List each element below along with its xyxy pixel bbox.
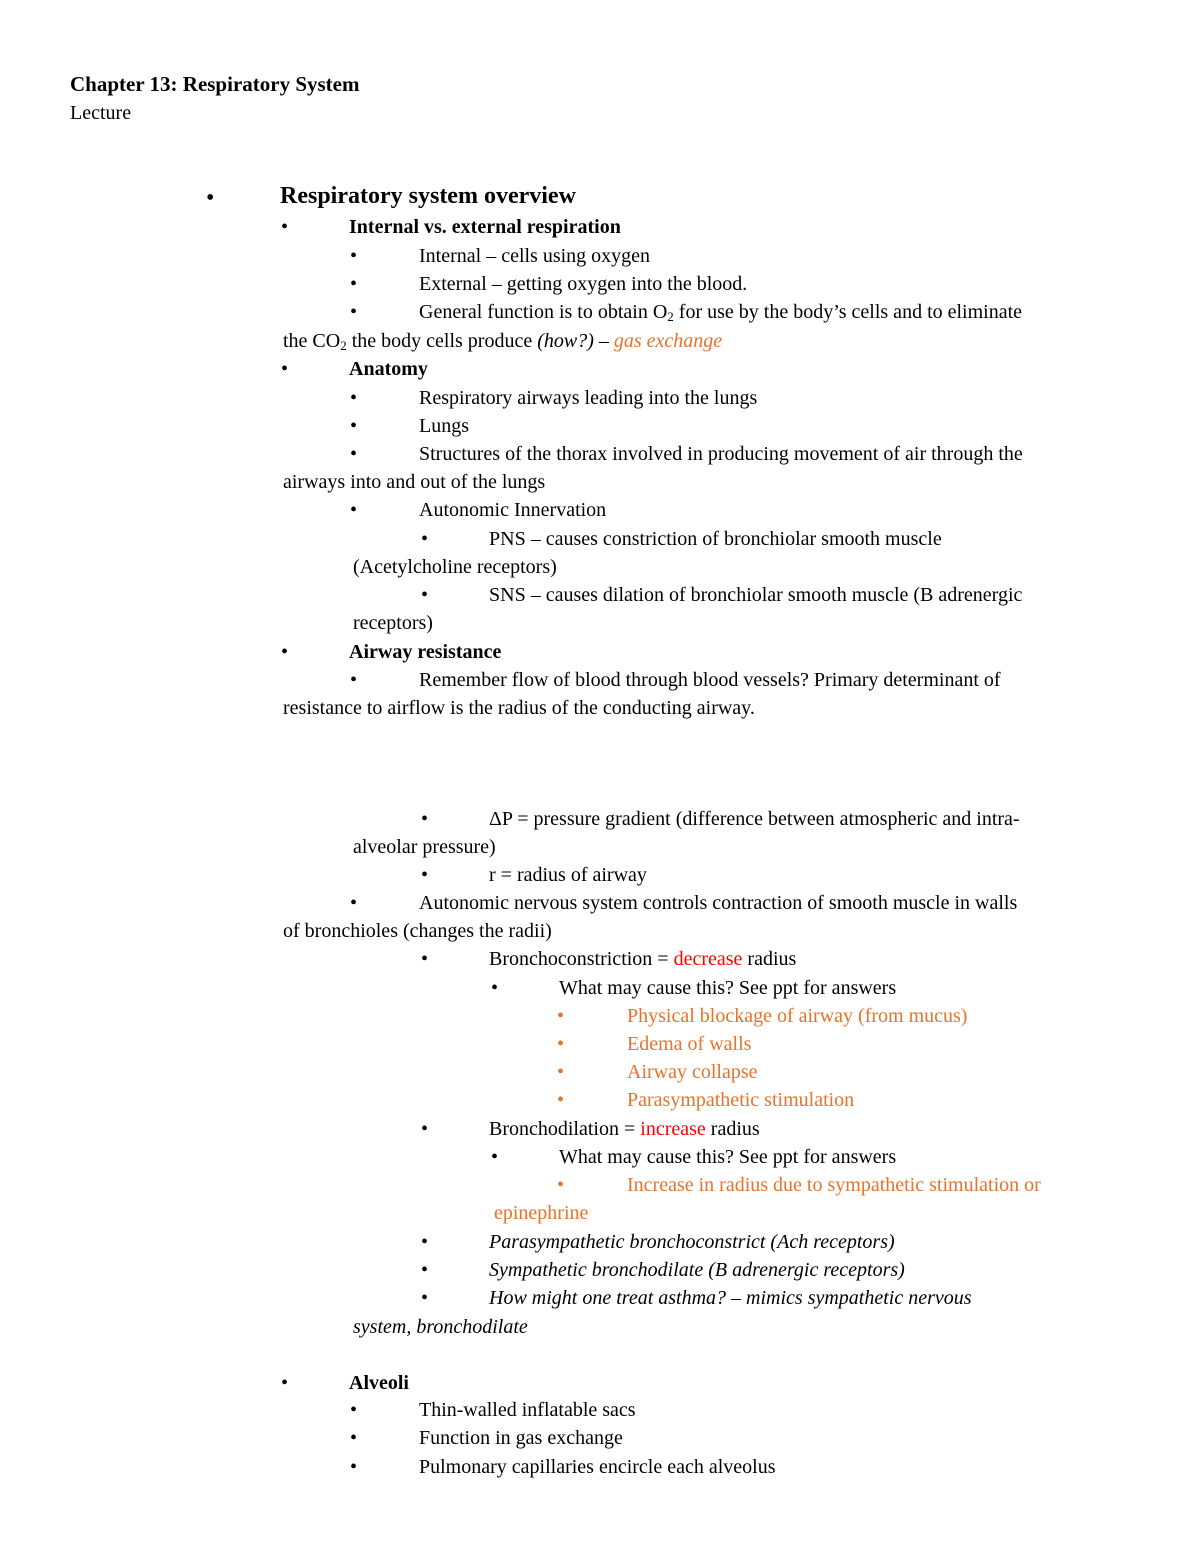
- list-item: Thin-walled inflatable sacs: [419, 1399, 636, 1421]
- list-item: Lungs: [419, 415, 469, 437]
- bullet: •: [557, 1033, 565, 1055]
- list-item-continuation: of bronchioles (changes the radii): [283, 920, 552, 942]
- text-segment: General function is to obtain O: [419, 301, 668, 323]
- bullet: •: [350, 415, 358, 437]
- subheading-airway-resistance: Airway resistance: [349, 641, 502, 663]
- list-item: Pulmonary capillaries encircle each alveolus: [419, 1456, 776, 1478]
- bullet: •: [350, 892, 358, 914]
- subscript: 2: [667, 309, 674, 324]
- highlight-text: gas exchange: [613, 330, 723, 352]
- list-item: PNS – causes constriction of bronchiolar smooth muscle: [489, 528, 942, 550]
- list-item: [489, 1117, 760, 1141]
- list-item: Physical blockage of airway (from mucus): [627, 1005, 968, 1027]
- list-item: External – getting oxygen into the blood.: [419, 273, 748, 295]
- subheading-internal-external: Internal vs. external respiration: [349, 216, 621, 238]
- bullet: •: [350, 1399, 358, 1421]
- bullet: •: [421, 584, 429, 606]
- list-item-continuation: (Acetylcholine receptors): [353, 556, 557, 578]
- list-item: Remember flow of blood through blood vessels? Primary determinant of: [419, 669, 1001, 691]
- subheading-anatomy: Anatomy: [349, 358, 428, 380]
- list-item: How might one treat asthma? – mimics sympathetic nervous: [489, 1287, 972, 1309]
- bullet: •: [421, 864, 429, 886]
- list-item: Sympathetic bronchodilate (B adrenergic receptors): [489, 1259, 905, 1281]
- list-item: Parasympathetic stimulation: [627, 1089, 855, 1111]
- bullet: •: [350, 499, 358, 521]
- list-item-continuation: system, bronchodilate: [353, 1316, 528, 1338]
- list-item: [489, 947, 796, 971]
- document-title: Chapter 13: Respiratory System: [70, 72, 360, 96]
- bullet: •: [350, 1456, 358, 1478]
- text-segment: radius: [705, 1118, 760, 1140]
- bullet: •: [491, 977, 499, 999]
- bullet: •: [281, 358, 289, 380]
- list-item: [419, 300, 1022, 324]
- list-item-continuation: alveolar pressure): [353, 836, 496, 858]
- bullet: •: [491, 1146, 499, 1168]
- subscript: 2: [340, 338, 347, 353]
- bullet: •: [350, 443, 358, 465]
- list-item: Autonomic Innervation: [419, 499, 607, 521]
- text-segment: for use by the body’s cells and to eliminate: [673, 301, 1023, 323]
- list-item: What may cause this? See ppt for answers: [559, 1146, 897, 1168]
- bullet: •: [350, 245, 358, 267]
- bullet: •: [281, 216, 289, 238]
- heading-overview: Respiratory system overview: [280, 183, 576, 209]
- list-item-continuation: airways into and out of the lungs: [283, 471, 546, 493]
- bullet: •: [421, 528, 429, 550]
- list-item: Airway collapse: [627, 1061, 758, 1083]
- list-item: Respiratory airways leading into the lungs: [419, 387, 758, 409]
- text-segment: Bronchoconstriction =: [489, 948, 674, 970]
- bullet: •: [350, 1427, 358, 1449]
- list-item: Internal – cells using oxygen: [419, 245, 651, 267]
- text-segment: the body cells produce: [346, 330, 538, 352]
- list-item: SNS – causes dilation of bronchiolar smooth muscle (B adrenergic: [489, 584, 1023, 606]
- list-item: Function in gas exchange: [419, 1427, 623, 1449]
- bullet: •: [557, 1005, 565, 1027]
- text-segment: the CO: [283, 330, 341, 352]
- list-item-continuation: resistance to airflow is the radius of the conducting airway.: [283, 697, 755, 719]
- list-item: Parasympathetic bronchoconstrict (Ach receptors): [489, 1231, 895, 1253]
- list-item: r = radius of airway: [489, 864, 647, 886]
- list-item: Edema of walls: [627, 1033, 752, 1055]
- list-item: What may cause this? See ppt for answers: [559, 977, 897, 999]
- bullet: •: [421, 1287, 429, 1309]
- bullet: •: [421, 1231, 429, 1253]
- list-item: Structures of the thorax involved in producing movement of air through the: [419, 443, 1023, 465]
- bullet: •: [557, 1089, 565, 1111]
- subheading-alveoli: Alveoli: [349, 1372, 409, 1394]
- list-item: Increase in radius due to sympathetic stimulation or: [627, 1174, 1041, 1196]
- text-segment: Bronchodilation =: [489, 1118, 641, 1140]
- list-item: ΔP = pressure gradient (difference between atmospheric and intra-: [489, 808, 1020, 830]
- bullet: •: [281, 1372, 289, 1394]
- bullet: •: [421, 948, 429, 970]
- highlight-text: decrease: [673, 948, 743, 970]
- bullet: •: [557, 1061, 565, 1083]
- list-item-continuation: [283, 329, 722, 353]
- bullet: •: [350, 387, 358, 409]
- bullet: •: [206, 185, 215, 211]
- bullet: •: [350, 669, 358, 691]
- list-item: Autonomic nervous system controls contraction of smooth muscle in walls: [419, 892, 1018, 914]
- bullet: •: [557, 1174, 565, 1196]
- bullet: •: [421, 1259, 429, 1281]
- text-segment: (how?) –: [537, 330, 614, 352]
- highlight-text: increase: [640, 1118, 706, 1140]
- bullet: •: [421, 808, 429, 830]
- bullet: •: [350, 301, 358, 323]
- bullet: •: [350, 273, 358, 295]
- text-segment: radius: [742, 948, 797, 970]
- list-item-continuation: epinephrine: [494, 1202, 589, 1224]
- bullet: •: [281, 641, 289, 663]
- document-subtitle: Lecture: [70, 102, 132, 124]
- bullet: •: [421, 1118, 429, 1140]
- list-item-continuation: receptors): [353, 612, 433, 634]
